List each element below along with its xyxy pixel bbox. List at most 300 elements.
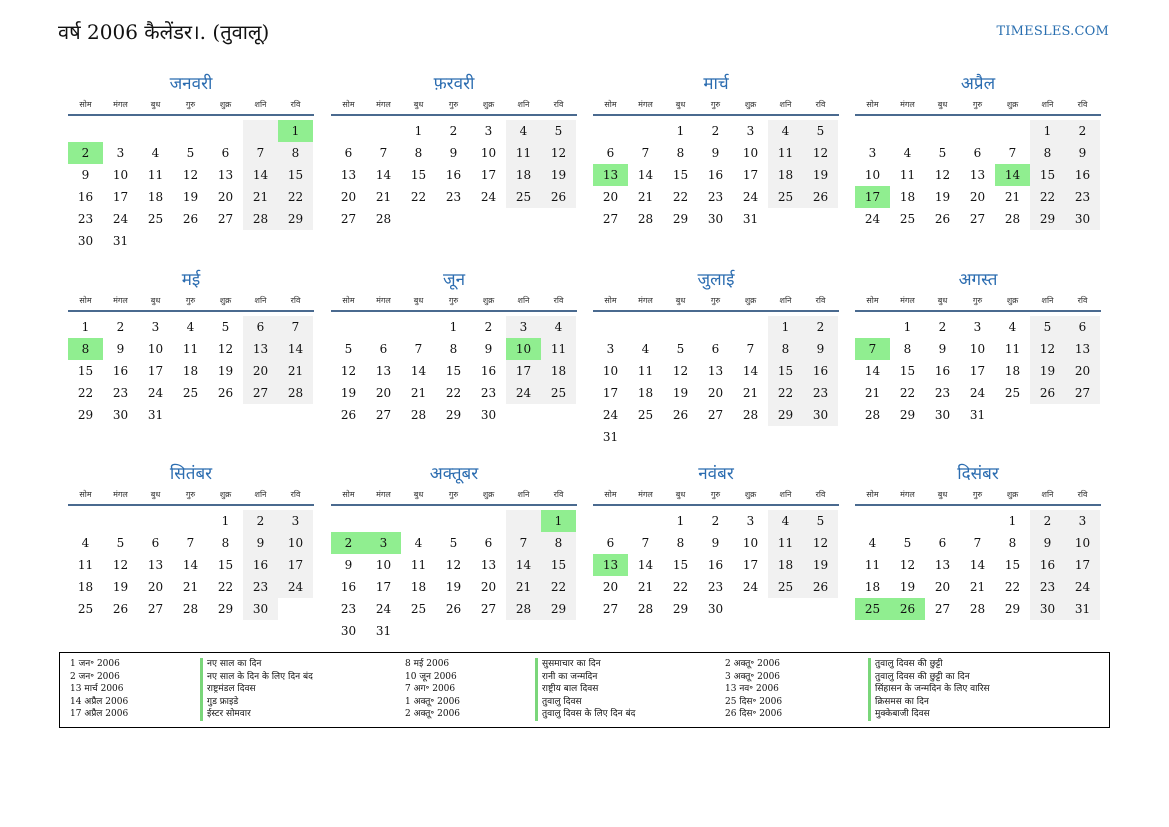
day-cell: 26 — [803, 576, 838, 598]
weekday-label: बुध — [413, 296, 424, 305]
day-cell: 15 — [541, 554, 576, 576]
day-cell: 23 — [243, 576, 278, 598]
day-cell: 25 — [637, 408, 654, 422]
day-cell: 30 — [934, 408, 951, 422]
day-cell: 7 — [506, 532, 541, 554]
holiday-name: सिंहासन के जन्मदिन के लिए वारिस — [868, 683, 990, 696]
day-cell: 20 — [602, 580, 619, 594]
day-cell: 27 — [375, 408, 392, 422]
weekday-header — [68, 98, 314, 116]
holiday-date: 10 जून 2006 — [405, 671, 457, 682]
weekday-label: रवि — [815, 100, 826, 109]
day-cell: 6 — [938, 536, 947, 550]
empty-cell — [173, 230, 208, 252]
day-cell: 30 — [480, 408, 497, 422]
day-cell: 26 — [112, 602, 129, 616]
month-block — [331, 462, 577, 642]
day-cell: 17 — [602, 386, 619, 400]
day-cell: 3 — [746, 124, 755, 138]
day-cell: 7 — [186, 536, 195, 550]
day-cell: 29 — [541, 598, 576, 620]
week-row — [68, 510, 314, 532]
month-block — [68, 72, 314, 252]
day-cell: 20 — [1065, 360, 1100, 382]
day-cell: 23 — [1065, 186, 1100, 208]
day-cell: 25 — [77, 602, 94, 616]
empty-cell — [471, 510, 506, 532]
day-cell: 21 — [637, 580, 654, 594]
weekday-label: सोम — [79, 296, 92, 305]
day-cell: 27 — [147, 602, 164, 616]
day-cell: 30 — [1030, 598, 1065, 620]
weekday-header — [331, 488, 577, 506]
day-cell: 19 — [182, 190, 199, 204]
day-cell: 4 — [186, 320, 195, 334]
day-cell: 4 — [641, 342, 650, 356]
weekday-header — [593, 488, 839, 506]
day-cell: 9 — [484, 342, 493, 356]
empty-cell — [960, 120, 995, 142]
day-cell: 3 — [506, 316, 541, 338]
day-cell: 10 — [864, 168, 881, 182]
empty-cell — [243, 404, 278, 426]
weekday-label: बुध — [937, 490, 948, 499]
empty-cell — [471, 620, 506, 642]
day-cell: 3 — [973, 320, 982, 334]
day-cell: 22 — [1030, 186, 1065, 208]
empty-cell — [698, 426, 733, 448]
weekday-label: रवि — [1077, 100, 1088, 109]
holiday-name: ईस्टर सोमवार — [200, 708, 251, 721]
holiday-date: 1 अक्तू॰ 2006 — [405, 696, 461, 707]
day-cell: 30 — [340, 624, 357, 638]
week-row — [593, 164, 839, 186]
day-cell: 2 — [484, 320, 493, 334]
weekday-label: रवि — [553, 296, 564, 305]
day-cell: 1 — [1030, 120, 1065, 142]
week-row — [855, 120, 1101, 142]
holiday-date: 3 अक्तू॰ 2006 — [725, 671, 781, 682]
day-cell: 13 — [593, 554, 628, 576]
day-cell: 2 — [711, 124, 720, 138]
day-cell: 20 — [707, 386, 724, 400]
day-cell: 22 — [1004, 580, 1021, 594]
weekday-label: मंगल — [113, 490, 128, 499]
day-cell: 21 — [637, 190, 654, 204]
day-cell: 4 — [768, 120, 803, 142]
day-cell: 1 — [221, 514, 230, 528]
week-row — [593, 382, 839, 404]
page-title: वर्ष 2006 कैलेंडर।. (तुवालू) — [58, 20, 270, 44]
month-block — [855, 72, 1101, 230]
holiday-name: तुवालु दिवस — [535, 696, 582, 709]
day-cell: 8 — [676, 536, 685, 550]
day-cell: 26 — [803, 186, 838, 208]
empty-cell — [278, 230, 313, 252]
day-cell: 17 — [742, 558, 759, 572]
day-cell: 20 — [340, 190, 357, 204]
day-cell: 29 — [1004, 602, 1021, 616]
day-cell: 27 — [480, 602, 497, 616]
day-cell: 24 — [147, 386, 164, 400]
day-cell: 9 — [938, 342, 947, 356]
weekday-label: शनि — [517, 490, 530, 499]
day-cell: 12 — [182, 168, 199, 182]
day-cell: 4 — [768, 510, 803, 532]
weekday-label: शनि — [517, 296, 530, 305]
day-cell: 2 — [1030, 510, 1065, 532]
day-cell: 14 — [969, 558, 986, 572]
day-cell: 14 — [375, 168, 392, 182]
week-row — [331, 510, 577, 532]
day-cell: 28 — [375, 212, 392, 226]
day-cell: 18 — [768, 554, 803, 576]
week-row — [68, 404, 314, 426]
month-name: नवंबर — [698, 464, 734, 484]
weekday-label: बुध — [675, 100, 686, 109]
day-cell: 11 — [768, 142, 803, 164]
day-cell: 8 — [1008, 536, 1017, 550]
empty-cell — [103, 120, 138, 142]
day-cell: 13 — [147, 558, 164, 572]
holiday-date: 26 दिस॰ 2006 — [725, 709, 783, 720]
month-name: दिसंबर — [957, 464, 999, 484]
empty-cell — [541, 620, 576, 642]
week-row — [68, 554, 314, 576]
day-cell: 22 — [768, 382, 803, 404]
day-cell: 11 — [899, 168, 916, 182]
day-cell: 31 — [112, 234, 129, 248]
day-cell: 15 — [77, 364, 94, 378]
empty-cell — [506, 510, 541, 532]
site-link[interactable]: TIMESLES.COM — [996, 24, 1109, 39]
day-cell: 4 — [506, 120, 541, 142]
day-cell: 6 — [973, 146, 982, 160]
day-cell: 7 — [278, 316, 313, 338]
day-cell: 28 — [637, 212, 654, 226]
week-row — [855, 404, 1101, 426]
empty-cell — [366, 120, 401, 142]
week-row — [593, 554, 839, 576]
day-cell: 16 — [934, 364, 951, 378]
week-row — [855, 316, 1101, 338]
weekday-label: मंगल — [376, 490, 391, 499]
week-row — [331, 142, 577, 164]
week-row — [331, 382, 577, 404]
week-row — [331, 576, 577, 598]
day-cell: 2 — [68, 142, 103, 164]
day-cell: 16 — [243, 554, 278, 576]
day-cell: 19 — [445, 580, 462, 594]
weekday-label: बुध — [675, 490, 686, 499]
week-row — [331, 620, 577, 642]
weekday-label: रवि — [553, 100, 564, 109]
day-cell: 28 — [742, 408, 759, 422]
weekday-label: गुरु — [972, 100, 983, 109]
day-cell: 28 — [637, 602, 654, 616]
day-cell: 1 — [676, 514, 685, 528]
day-cell: 11 — [768, 532, 803, 554]
day-cell: 16 — [707, 558, 724, 572]
day-cell: 23 — [445, 190, 462, 204]
weekday-label: शनि — [254, 100, 267, 109]
holiday-date: 2 जन॰ 2006 — [70, 671, 120, 682]
day-cell: 13 — [375, 364, 392, 378]
week-row — [855, 208, 1101, 230]
day-cell: 15 — [672, 558, 689, 572]
day-cell: 17 — [112, 190, 129, 204]
weekday-label: शुक्र — [219, 100, 232, 109]
day-cell: 26 — [541, 186, 576, 208]
weekday-label: बुध — [413, 490, 424, 499]
week-row — [331, 164, 577, 186]
month-name: जून — [442, 270, 466, 290]
weekday-label: रवि — [1077, 296, 1088, 305]
day-cell: 1 — [676, 124, 685, 138]
month-block — [855, 462, 1101, 620]
day-cell: 3 — [606, 342, 615, 356]
day-cell: 18 — [182, 364, 199, 378]
weekday-label: मंगल — [638, 100, 653, 109]
day-cell: 22 — [217, 580, 234, 594]
day-cell: 7 — [243, 142, 278, 164]
weekday-label: मंगल — [376, 296, 391, 305]
day-cell: 28 — [969, 602, 986, 616]
day-cell: 10 — [742, 536, 759, 550]
day-cell: 5 — [449, 536, 458, 550]
week-row — [593, 510, 839, 532]
day-cell: 27 — [243, 382, 278, 404]
day-cell: 9 — [116, 342, 125, 356]
day-cell: 23 — [1030, 576, 1065, 598]
day-cell: 20 — [480, 580, 497, 594]
week-row — [331, 532, 577, 554]
empty-cell — [890, 510, 925, 532]
weekday-label: शुक्र — [482, 490, 495, 499]
empty-cell — [401, 620, 436, 642]
empty-cell — [103, 510, 138, 532]
week-row — [593, 316, 839, 338]
day-cell: 12 — [934, 168, 951, 182]
empty-cell — [628, 426, 663, 448]
day-cell: 7 — [379, 146, 388, 160]
month-block — [331, 72, 577, 230]
weekday-label: सोम — [604, 100, 617, 109]
day-cell: 2 — [803, 316, 838, 338]
day-cell: 30 — [803, 404, 838, 426]
weekday-header — [855, 98, 1101, 116]
weekday-label: गुरु — [448, 490, 459, 499]
holiday-date: 8 मई 2006 — [405, 659, 450, 669]
day-cell: 2 — [938, 320, 947, 334]
week-row — [593, 360, 839, 382]
empty-cell — [138, 230, 173, 252]
day-cell: 16 — [707, 168, 724, 182]
day-cell: 8 — [1030, 142, 1065, 164]
day-cell: 21 — [1004, 190, 1021, 204]
day-cell: 28 — [864, 408, 881, 422]
day-cell: 18 — [864, 580, 881, 594]
day-cell: 21 — [375, 190, 392, 204]
day-cell: 27 — [707, 408, 724, 422]
weekday-header — [331, 98, 577, 116]
day-cell: 3 — [746, 514, 755, 528]
holiday-name: तुवालु दिवस की छुट्टी का दिन — [868, 671, 970, 684]
day-cell: 5 — [541, 120, 576, 142]
day-cell: 11 — [637, 364, 654, 378]
day-cell: 15 — [445, 364, 462, 378]
week-row — [593, 426, 839, 448]
day-cell: 6 — [484, 536, 493, 550]
day-cell: 28 — [506, 598, 541, 620]
empty-cell — [628, 120, 663, 142]
day-cell: 1 — [414, 124, 423, 138]
empty-cell — [243, 120, 278, 142]
day-cell: 20 — [934, 580, 951, 594]
month-block — [68, 462, 314, 620]
day-cell: 6 — [379, 342, 388, 356]
day-cell: 22 — [672, 580, 689, 594]
empty-cell — [855, 120, 890, 142]
day-cell: 25 — [506, 186, 541, 208]
week-row — [68, 164, 314, 186]
day-cell: 7 — [746, 342, 755, 356]
week-row — [68, 120, 314, 142]
day-cell: 22 — [541, 576, 576, 598]
day-cell: 5 — [676, 342, 685, 356]
weekday-label: शनि — [1041, 100, 1054, 109]
day-cell: 23 — [112, 386, 129, 400]
empty-cell — [138, 120, 173, 142]
day-cell: 19 — [217, 364, 234, 378]
day-cell: 10 — [278, 532, 313, 554]
holiday-name: नए साल के दिन के लिए दिन बंद — [200, 671, 313, 684]
empty-cell — [436, 208, 471, 230]
day-cell: 12 — [803, 532, 838, 554]
day-cell: 19 — [672, 386, 689, 400]
day-cell: 28 — [1004, 212, 1021, 226]
week-row — [331, 598, 577, 620]
day-cell: 3 — [484, 124, 493, 138]
month-name: अप्रैल — [960, 74, 996, 94]
weekday-label: गुरु — [185, 296, 196, 305]
empty-cell — [541, 208, 576, 230]
weekday-label: मंगल — [638, 490, 653, 499]
empty-cell — [768, 208, 803, 230]
empty-cell — [471, 208, 506, 230]
day-cell: 24 — [1065, 576, 1100, 598]
day-cell: 18 — [410, 580, 427, 594]
day-cell: 4 — [541, 316, 576, 338]
weekday-label: शनि — [1041, 296, 1054, 305]
day-cell: 30 — [707, 212, 724, 226]
day-cell: 29 — [217, 602, 234, 616]
day-cell: 8 — [676, 146, 685, 160]
empty-cell — [366, 510, 401, 532]
holiday-name: गुड फ्राइडे — [200, 696, 238, 709]
day-cell: 24 — [742, 190, 759, 204]
day-cell: 22 — [77, 386, 94, 400]
month-name: अक्तूबर — [429, 464, 479, 484]
day-cell: 10 — [112, 168, 129, 182]
day-cell: 31 — [742, 212, 759, 226]
empty-cell — [855, 316, 890, 338]
day-cell: 24 — [969, 386, 986, 400]
day-cell: 2 — [243, 510, 278, 532]
empty-cell — [768, 426, 803, 448]
day-cell: 11 — [864, 558, 881, 572]
day-cell: 5 — [116, 536, 125, 550]
day-cell: 3 — [1065, 510, 1100, 532]
day-cell: 19 — [934, 190, 951, 204]
empty-cell — [733, 426, 768, 448]
week-row — [593, 576, 839, 598]
month-name: सितंबर — [169, 464, 213, 484]
day-cell: 21 — [742, 386, 759, 400]
empty-cell — [733, 316, 768, 338]
day-cell: 10 — [375, 558, 392, 572]
day-cell: 25 — [1004, 386, 1021, 400]
day-cell: 11 — [506, 142, 541, 164]
empty-cell — [663, 426, 698, 448]
day-cell: 1 — [278, 120, 313, 142]
day-cell: 5 — [803, 510, 838, 532]
day-cell: 5 — [938, 146, 947, 160]
day-cell: 16 — [445, 168, 462, 182]
day-cell: 22 — [899, 386, 916, 400]
weekday-label: शुक्र — [1006, 296, 1019, 305]
day-cell: 9 — [711, 146, 720, 160]
day-cell: 27 — [1065, 382, 1100, 404]
weekday-label: गुरु — [448, 296, 459, 305]
empty-cell — [628, 316, 663, 338]
day-cell: 9 — [243, 532, 278, 554]
day-cell: 20 — [375, 386, 392, 400]
day-cell: 17 — [855, 186, 890, 208]
day-cell: 11 — [147, 168, 164, 182]
day-cell: 26 — [217, 386, 234, 400]
day-cell: 20 — [969, 190, 986, 204]
empty-cell — [803, 598, 838, 620]
week-row — [855, 186, 1101, 208]
week-row — [331, 338, 577, 360]
weekday-label: सोम — [342, 490, 355, 499]
day-cell: 29 — [278, 208, 313, 230]
day-cell: 4 — [868, 536, 877, 550]
day-cell: 7 — [855, 338, 890, 360]
day-cell: 7 — [414, 342, 423, 356]
weekday-label: शुक्र — [744, 296, 757, 305]
day-cell: 1 — [768, 316, 803, 338]
weekday-label: शनि — [1041, 490, 1054, 499]
empty-cell — [803, 208, 838, 230]
day-cell: 27 — [934, 602, 951, 616]
day-cell: 29 — [899, 408, 916, 422]
weekday-label: बुध — [937, 100, 948, 109]
week-row — [855, 554, 1101, 576]
empty-cell — [331, 316, 366, 338]
day-cell: 29 — [77, 408, 94, 422]
empty-cell — [803, 426, 838, 448]
weekday-label: सोम — [866, 296, 879, 305]
day-cell: 14 — [637, 558, 654, 572]
day-cell: 12 — [445, 558, 462, 572]
holiday-date: 13 मार्च 2006 — [70, 684, 124, 695]
day-cell: 29 — [672, 212, 689, 226]
day-cell: 14 — [864, 364, 881, 378]
weekday-label: शनि — [779, 490, 792, 499]
weekday-label: रवि — [290, 100, 301, 109]
